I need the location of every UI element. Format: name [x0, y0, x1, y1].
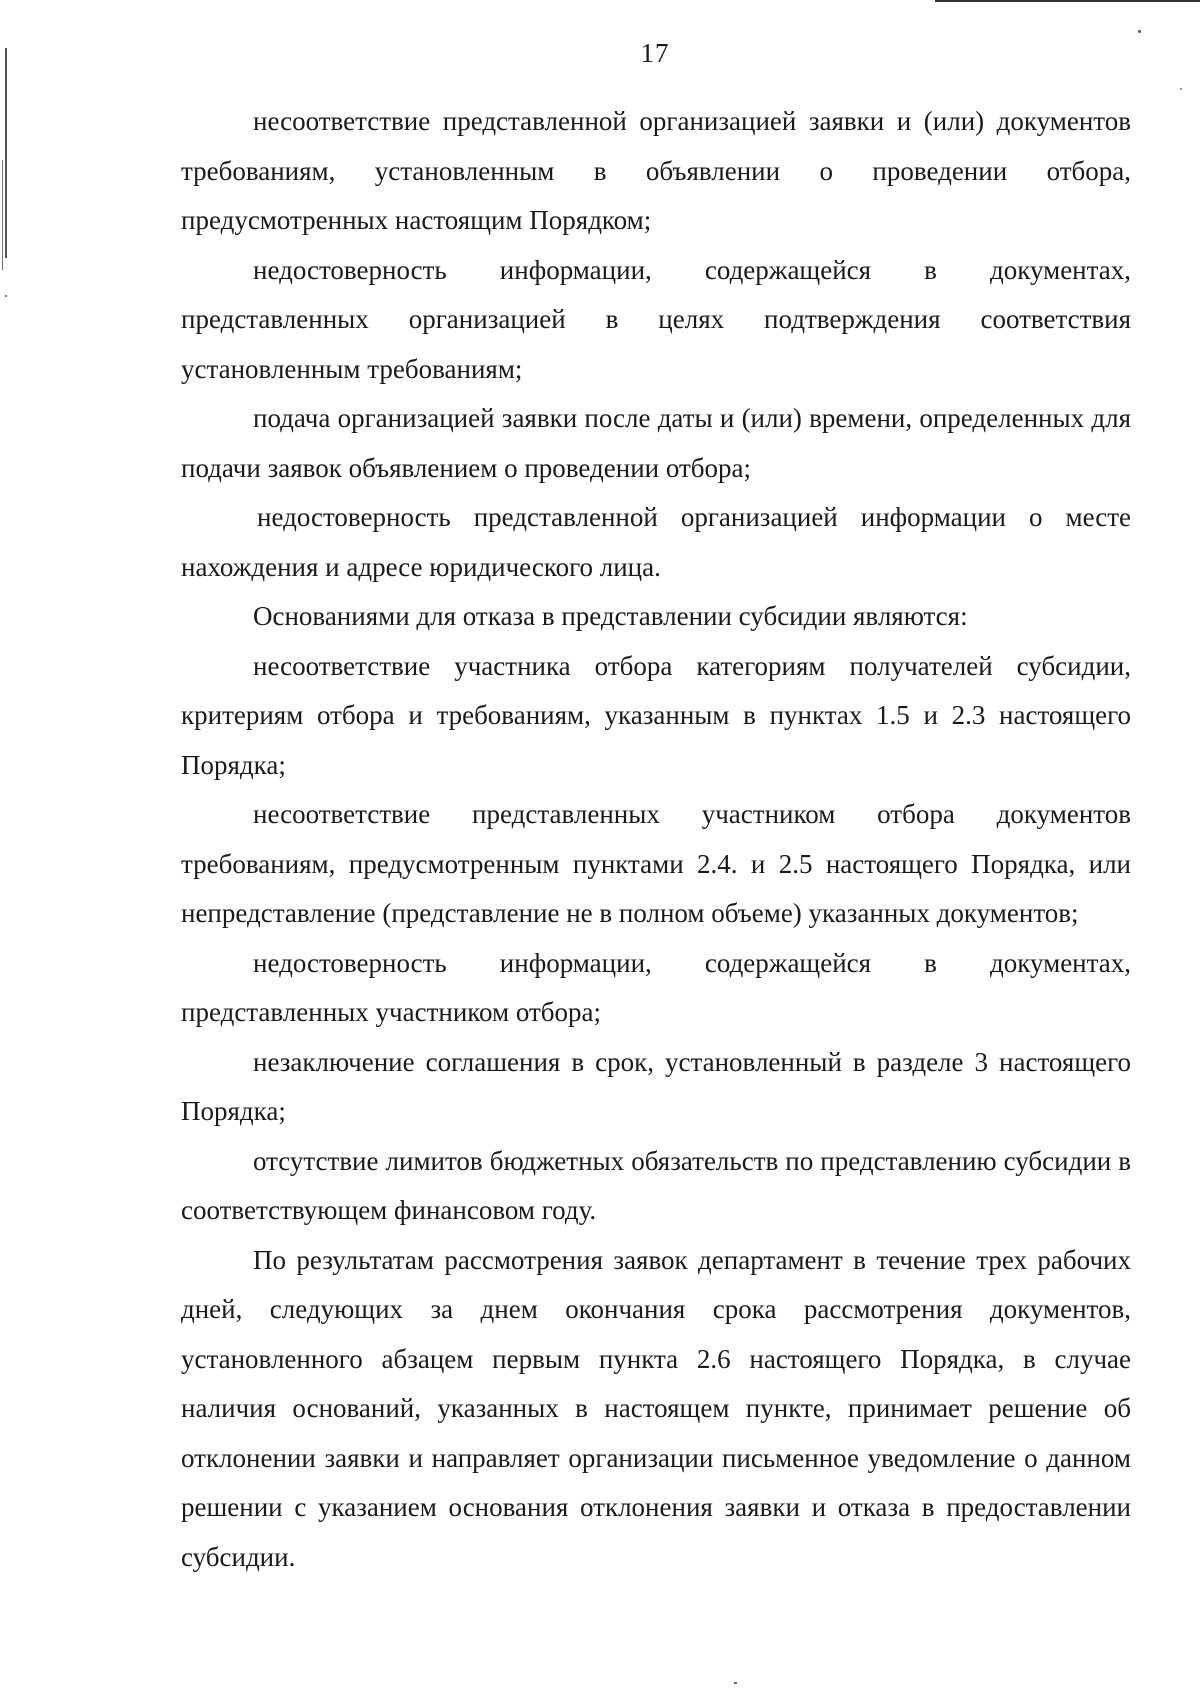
paragraph-unreliable-address: недостоверность представленной организацией информации о месте нахождения и адресе юридического лица.: [181, 502, 1131, 582]
paragraph-agreement-not-concluded: незаключение соглашения в срок, установленный в разделе 3 настоящего Порядка;: [181, 1046, 1131, 1126]
paragraph-late-submission: подача организацией заявки после даты и (или) времени, определенных для подачи заявок объявлением о проведении отбора;: [181, 403, 1131, 483]
page-number: 17: [640, 38, 670, 68]
paragraph-documents-nonconformity: несоответствие представленных участником отбора документов требованиям, предусмотренным пунктами 2.4. и 2.5 настоящего Порядка, или непредставление (представление не в полном объеме) указанных документов;: [181, 799, 1131, 928]
scan-margin-mark: [5, 48, 7, 258]
paragraph-refusal-grounds-heading: Основаниями для отказа в представлении субсидии являются:: [253, 601, 968, 631]
paragraph-participant-unreliable-info: недостоверность информации, содержащейся в документах, представленных участником отбора;: [181, 947, 1131, 1027]
scan-speck: [5, 295, 7, 297]
scan-speck: [1180, 88, 1182, 90]
scan-edge-line: [935, 0, 1200, 2]
paragraph-participant-nonconformity: несоответствие участника отбора категориям получателей субсидии, критериям отбора и требованиям, указанным в пунктах 1.5 и 2.3 настоящего Порядка;: [181, 650, 1131, 780]
paragraph-review-results: По результатам рассмотрения заявок департамент в течение трех рабочих дней, следующих за днем окончания срока рассмотрения документов, установленного абзацем первым пункта 2.6 настоящего Порядка, в случае наличия оснований, указанных в настоящем пункте, принимает решение об отклонении заявки и направляет организации письменное уведомление о данном решении с указанием основания отклонения заявки и отказа в предоставлении субсидии.: [181, 1244, 1131, 1572]
scan-speck: [1138, 30, 1141, 33]
paragraph-no-budget-limits: отсутствие лимитов бюджетных обязательств по представлению субсидии в соответствующем финансовом году.: [181, 1145, 1131, 1225]
paragraph-unreliable-information: недостоверность информации, содержащейся в документах, представленных организацией в целях подтверждения соответствия установленным требованиям;: [181, 254, 1131, 384]
scan-speck: [734, 1682, 737, 1684]
scan-margin-mark-secondary: [2, 160, 3, 270]
document-body: [181, 97, 1131, 1582]
paragraph-nonconformity-application: несоответствие представленной организацией заявки и (или) документов требованиям, установленным в объявлении о проведении отбора, предусмотренных настоящим Порядком;: [181, 106, 1131, 235]
